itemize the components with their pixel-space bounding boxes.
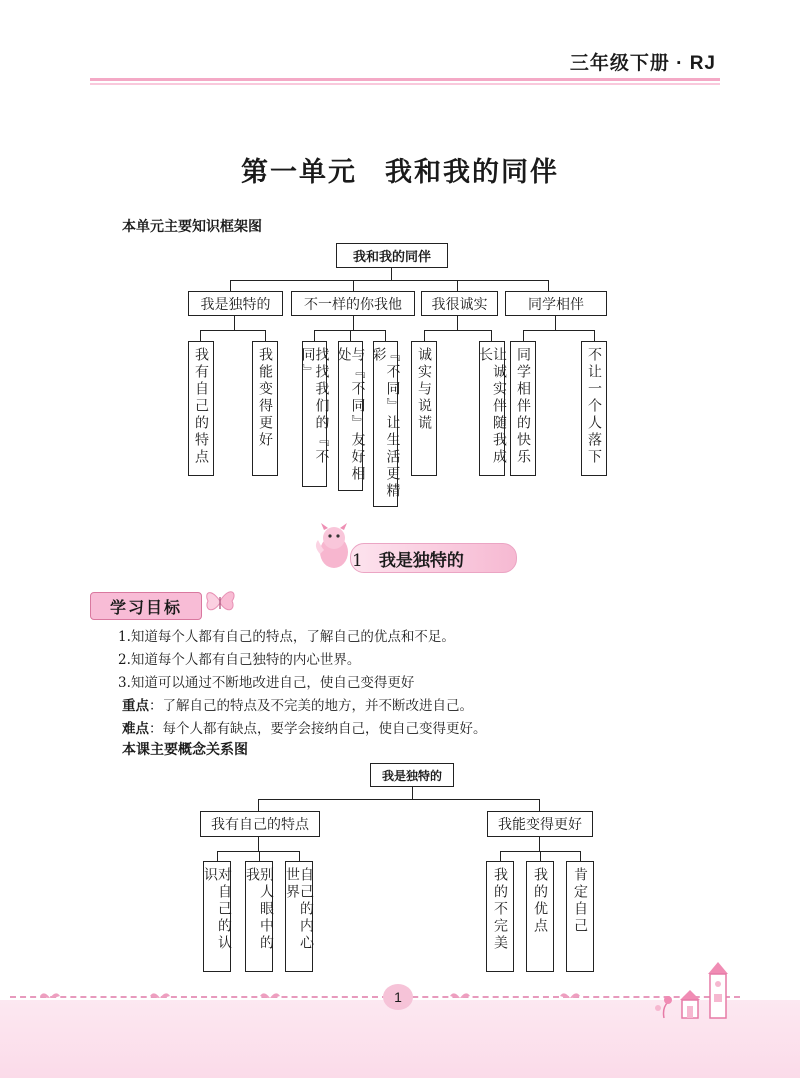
unit-number: 第一单元 [241, 157, 357, 188]
connector [259, 851, 260, 861]
connector [230, 280, 549, 281]
framework-branch-3: 我很诚实 [421, 291, 498, 316]
framework-leaf: 诚实与说谎 [411, 341, 437, 476]
connector [258, 837, 259, 851]
butterfly-icon [202, 583, 238, 619]
connector [200, 330, 201, 341]
connector [230, 280, 231, 291]
concept-leaf: 别人眼中的我 [245, 861, 273, 972]
connector [539, 837, 540, 851]
connector [353, 316, 354, 330]
framework-leaf: 我有自己的特点 [188, 341, 214, 476]
key-label: 重点 [122, 698, 149, 713]
key-text: ：了解自己的特点及不完美的地方，并不断改进自己。 [149, 698, 473, 714]
goal-item: 1.知道每个人都有自己的特点，了解自己的优点和不足。 [118, 629, 455, 645]
connector [500, 851, 501, 861]
connector [523, 330, 524, 341]
header-rule [90, 78, 720, 81]
connector [234, 316, 235, 330]
page-number: 1 [383, 984, 413, 1010]
connector [580, 851, 581, 861]
concept-leaf: 对自己的认识 [203, 861, 231, 972]
framework-label: 本单元主要知识框架图 [122, 218, 262, 234]
concept-branch-2: 我能变得更好 [487, 811, 593, 837]
lesson-title [352, 546, 464, 571]
unit-name: 我和我的同伴 [385, 157, 559, 188]
framework-root: 我和我的同伴 [336, 243, 448, 268]
grade-label: 三年级下册 · RJ [569, 53, 716, 74]
dragon-mascot-icon [312, 522, 356, 572]
connector [258, 799, 540, 800]
connector [385, 330, 386, 341]
framework-leaf: 同学相伴的快乐 [510, 341, 536, 476]
lesson-name: 我是独特的 [378, 551, 464, 571]
connector [299, 851, 300, 861]
concept-map-label: 本课主要概念关系图 [122, 741, 248, 757]
key-point [122, 694, 473, 714]
unit-title [0, 150, 800, 189]
connector [258, 799, 259, 811]
concept-root: 我是独特的 [370, 763, 454, 787]
connector [523, 330, 595, 331]
connector [217, 851, 218, 861]
framework-leaf: 找找我们的『不同』 [302, 341, 327, 487]
connector [412, 787, 413, 799]
house-tower-icon [650, 962, 734, 1020]
goals-tag: 学习目标 [90, 592, 202, 620]
framework-branch-2: 不一样的你我他 [291, 291, 415, 316]
header-rule-thin [90, 83, 720, 85]
connector [424, 330, 425, 341]
framework-leaf: 『不同』让生活更精彩 [373, 341, 398, 507]
connector [314, 330, 315, 341]
connector [457, 316, 458, 330]
framework-branch-4: 同学相伴 [505, 291, 607, 316]
concept-leaf: 我的优点 [526, 861, 554, 972]
difficulty-text: ：每个人都有缺点，要学会接纳自己，使自己变得更好。 [149, 721, 487, 737]
connector [491, 330, 492, 341]
framework-leaf: 不让一个人落下 [581, 341, 607, 476]
connector [391, 268, 392, 280]
framework-leaf: 我能变得更好 [252, 341, 278, 476]
difficulty-label: 难点 [122, 721, 149, 736]
connector [555, 316, 556, 330]
difficulty-point [122, 717, 487, 737]
framework-leaf: 让诚实伴随我成长 [479, 341, 505, 476]
connector [200, 330, 266, 331]
connector [548, 280, 549, 291]
concept-branch-1: 我有自己的特点 [200, 811, 320, 837]
concept-leaf: 自己的内心世界 [285, 861, 313, 972]
framework-branch-1: 我是独特的 [188, 291, 283, 316]
concept-leaf: 肯定自己 [566, 861, 594, 972]
connector [594, 330, 595, 341]
connector [265, 330, 266, 341]
goal-item: 2.知道每个人都有自己独特的内心世界。 [118, 652, 361, 668]
connector [539, 799, 540, 811]
framework-leaf: 与『不同』友好相处 [338, 341, 363, 491]
connector [457, 280, 458, 291]
connector [353, 280, 354, 291]
concept-leaf: 我的不完美 [486, 861, 514, 972]
connector [350, 330, 351, 341]
connector [540, 851, 541, 861]
goal-item: 3.知道可以通过不断地改进自己，使自己变得更好 [118, 675, 415, 691]
lesson-number: 1 [352, 551, 363, 571]
connector [424, 330, 492, 331]
